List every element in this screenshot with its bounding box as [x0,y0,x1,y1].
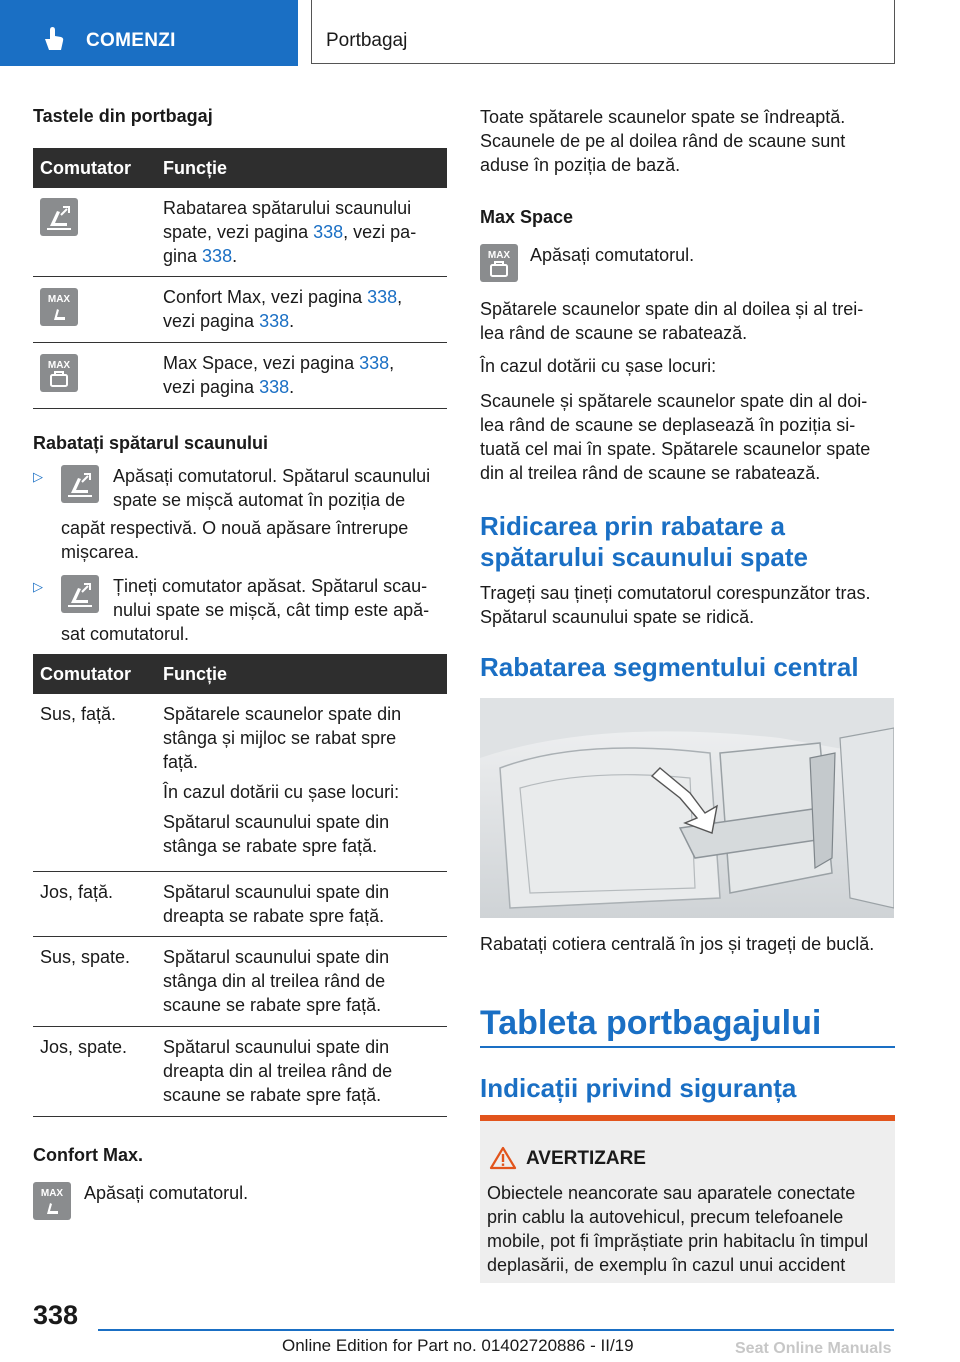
raise-title: Ridicarea prin rabatare a spătarului scaunului spate [480,511,808,572]
col-header-switch: Comutator [40,158,131,178]
switch-position: Jos, față. [40,882,114,902]
table-header [33,654,447,694]
table-row [33,937,447,1027]
svg-text:MAX: MAX [40,1188,64,1199]
page-number: 338 [33,1300,79,1330]
table-row [33,277,447,343]
function-text: Spătarul scaunului spate din dreapta se rabate spre față. [163,882,390,926]
chapter-title: Portbagaj [326,30,408,51]
paragraph: Toate spătarele scaunelor spate se îndreaptă. Scaunele de pe al doilea rând de scaune sunt aduse în poziția de bază. [480,107,846,175]
warning-box [480,1115,895,1283]
bullet-text-2a: Țineți comutator apăsat. Spătarul scau- nului spate se mișcă, cât timp este apă- [113,576,430,620]
paragraph: Scaunele și spătarele scaunelor spate din al doi- lea rând de scaune se deplasează în poziția si- tuată cel mai în spate. Spătarele scaunelor spate din al treilea rând de scaune se rabatează. [480,391,871,483]
table-row [33,872,447,937]
switch-position: Sus, spate. [40,947,131,967]
section-label: COMENZI [86,30,176,51]
warning-text: Obiectele neancorate sau aparatele conectate prin cablu la autovehicul, precum telefoanele mobile, pot fi împrăștiate prin habitaclu în timpul deplasării, de exemplu în cazul unui accident [487,1183,869,1275]
table-row [33,1027,447,1117]
page-link[interactable]: 338 [359,353,390,373]
bullet-triangle-icon: ▷ [33,579,43,594]
page-link[interactable]: 338 [202,246,233,266]
function-text: Max Space, vezi pagina 338, vezi pagina 338. [163,353,395,397]
bullet-text-1b: capăt respectivă. O nouă apăsare întrerupe mișcarea. [61,518,409,562]
maxspace-title: Max Space [480,207,574,227]
max-space-icon [40,354,78,392]
table-row [33,188,447,277]
paragraph: Spătarele scaunelor spate din al doilea și al trei- lea rând de scaune se rabatează. [480,299,864,343]
function-text: Rabatarea spătarului scaunului spate, vezi pagina 338, vezi pa- gina 338. [163,198,417,266]
footer-divider [98,1329,894,1331]
maxspace-text: Apăsați comutatorul. [530,245,695,265]
warning-label: AVERTIZARE [526,1148,646,1169]
comfort-text: Apăsați comutatorul. [84,1183,249,1203]
svg-text:MAX: MAX [47,360,71,371]
col-header-function: Funcție [163,664,228,684]
comfort-title: Confort Max. [33,1145,143,1165]
switch-position: Jos, spate. [40,1037,128,1057]
table-header [33,148,447,188]
tray-title: Tableta portbagajului [480,1004,822,1042]
switch-position: Sus, față. [40,704,117,724]
photo-caption: Rabatați cotiera centrală în jos și trageți de buclă. [480,934,875,954]
page-link[interactable]: 338 [259,311,290,331]
table-row [33,694,447,872]
watermark: Seat Online Manuals [735,1340,892,1357]
page-link[interactable]: 338 [259,377,290,397]
svg-text:MAX: MAX [47,294,71,305]
table-row [33,343,447,409]
keys-title: Tastele din portbagaj [33,106,213,126]
seat-fold-icon [61,465,99,503]
max-comfort-icon [40,288,78,326]
page-link[interactable]: 338 [367,287,398,307]
rear-seat-armrest-photo [480,698,894,918]
bullet-triangle-icon: ▷ [33,469,43,484]
col-header-function: Funcție [163,158,228,178]
switch-table-1 [33,148,447,409]
function-text: Spătarul scaunului spate din dreapta din al treilea rând de scaune se rabate spre față. [163,1037,393,1105]
bullet-text-1a: Apăsați comutatorul. Spătarul scaunului spate se mișcă automat în poziția de [113,466,431,510]
safety-title: Indicații privind siguranța [480,1073,797,1103]
switch-table-2 [33,654,447,1117]
svg-text:MAX: MAX [487,250,511,261]
chapter-header [311,0,895,64]
center-title: Rabatarea segmentului central [480,652,859,682]
edition-text: Online Edition for Part no. 01402720886 - II/19 [282,1336,634,1355]
seat-fold-icon [61,575,99,613]
seat-fold-icon [40,198,78,236]
fold-title: Rabatați spătarul scaunului [33,433,269,453]
function-text: Spătarele scaunelor spate din stânga și mijloc se rabat spre față. În cazul dotării cu șase locuri: Spătarul scaunului spate din stânga se rabate spre față. [163,704,402,856]
warning-triangle-icon [489,1146,517,1170]
section-tab[interactable] [0,0,298,66]
paragraph: În cazul dotării cu șase locuri: [480,356,717,376]
section-divider [480,1046,895,1048]
bullet-text-2b: sat comutatorul. [61,624,190,644]
col-header-switch: Comutator [40,664,131,684]
max-comfort-icon [33,1182,71,1220]
page-link[interactable]: 338 [313,222,344,242]
function-text: Spătarul scaunului spate din stânga din al treilea rând de scaune se rabate spre față. [163,947,390,1015]
paragraph: Trageți sau țineți comutatorul corespunzător tras. Spătarul scaunului spate se ridică. [480,583,871,627]
function-text: Confort Max, vezi pagina 338, vezi pagina 338. [163,287,403,331]
hand-pointer-icon [40,26,66,52]
max-space-icon [480,244,518,282]
